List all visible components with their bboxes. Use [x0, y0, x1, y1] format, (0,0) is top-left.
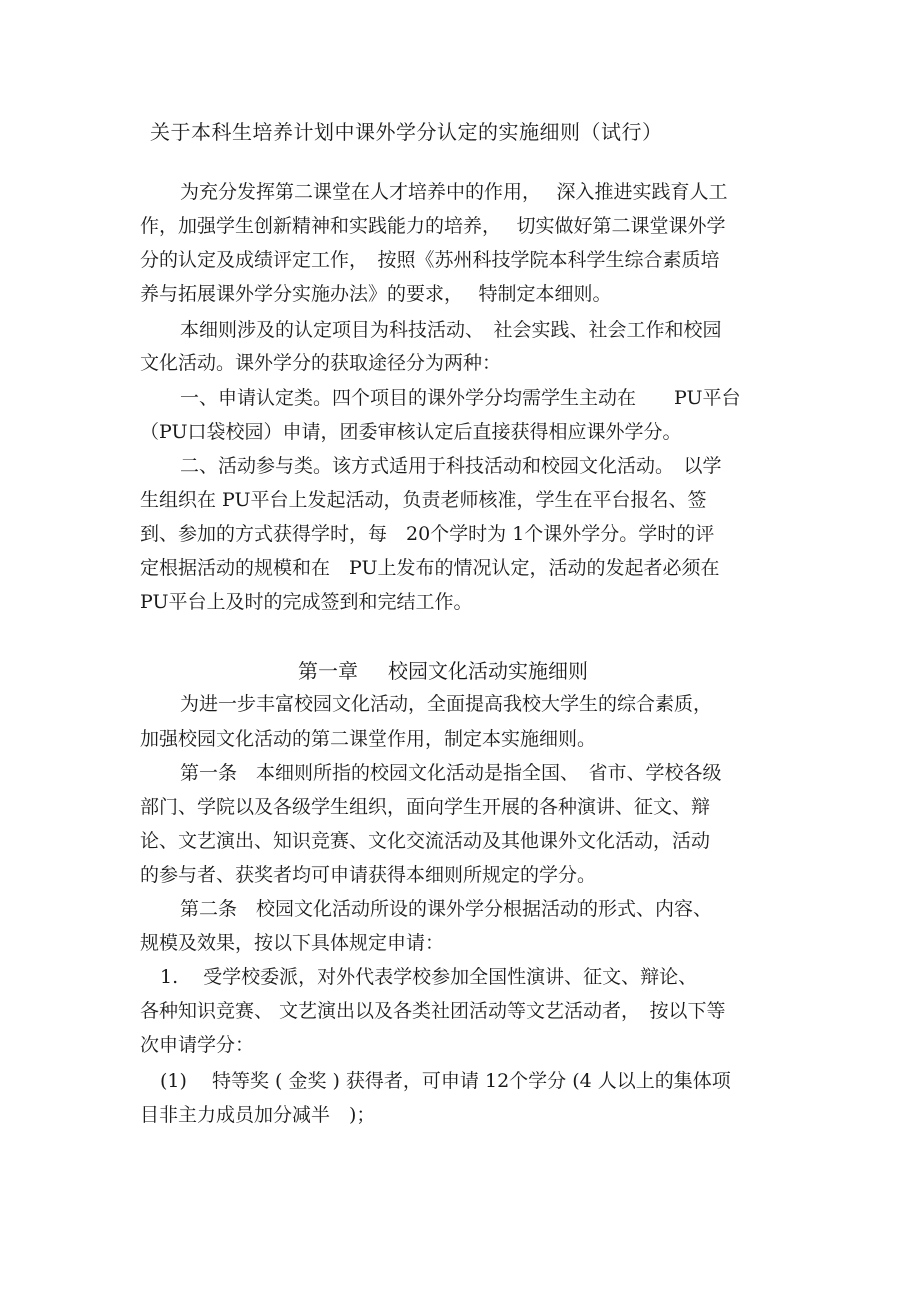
paragraph-line: 养与拓展课外学分实施办法》的要求， 特制定本细则。 [140, 283, 612, 305]
paragraph-line: 为进一步丰富校园文化活动，全面提高我校大学生的综合素质， [180, 693, 713, 715]
paragraph-line: （PU口袋校园）申请，团委审核认定后直接获得相应课外学分。 [140, 421, 682, 443]
paragraph-line: 1. 受学校委派，对外代表学校参加全国性演讲、征文、辩论、 [160, 966, 698, 988]
paragraph-line: 一、申请认定类。四个项目的课外学分均需学生主动在 PU平台 [180, 387, 741, 409]
paragraph-line: 文化活动。课外学分的获取途径分为两种： [140, 352, 502, 374]
paragraph-line: 作，加强学生创新精神和实践能力的培养， 切实做好第二课堂课外学 [140, 215, 726, 237]
paragraph-line: (1) 特等奖 ( 金奖 ) 获得者，可申请 12个学分 (4 人以上的集体项 [160, 1070, 731, 1092]
paragraph-line: 论、文艺演出、知识竞赛、文化交流活动及其他课外文化活动，活动 [140, 830, 711, 852]
paragraph-line: 的参与者、获奖者均可申请获得本细则所规定的学分。 [140, 864, 597, 886]
paragraph-line: 部门、学院以及各级学生组织，面向学生开展的各种演讲、征文、辩 [140, 796, 711, 818]
paragraph-line: 为充分发挥第二课堂在人才培养中的作用， 深入推进实践育人工 [180, 181, 728, 203]
paragraph-line: 次申请学分： [140, 1034, 255, 1056]
paragraph-line: 第二条 校园文化活动所设的课外学分根据活动的形式、内容、 [180, 898, 713, 920]
paragraph-line: 规模及效果，按以下具体规定申请： [140, 932, 445, 954]
chapter-name: 校园文化活动实施细则 [388, 659, 588, 683]
paragraph-line: 分的认定及成绩评定工作， 按照《苏州科技学院本科学生综合素质培 [140, 249, 720, 271]
paragraph-line: 定根据活动的规模和在 PU上发布的情况认定，活动的发起者必须在 [140, 557, 720, 579]
paragraph-line: 各种知识竞赛、 文艺演出以及各类社团活动等文艺活动者， 按以下等 [140, 1000, 726, 1022]
paragraph-line: 加强校园文化活动的第二课堂作用，制定本实施细则。 [140, 728, 597, 750]
paragraph-line: 第一条 本细则所指的校园文化活动是指全国、 省市、学校各级 [180, 762, 722, 784]
paragraph-line: 本细则涉及的认定项目为科技活动、 社会实践、社会工作和校园 [180, 319, 722, 341]
chapter-number: 第一章 [298, 659, 358, 683]
paragraph-line: PU平台上及时的完成签到和完结工作。 [140, 591, 473, 613]
paragraph-line: 目非主力成员加分减半 )； [140, 1104, 376, 1126]
paragraph-line: 二、活动参与类。该方式适用于科技活动和校园文化活动。 以学 [180, 455, 722, 477]
chapter-heading [298, 655, 588, 684]
paragraph-line: 到、参加的方式获得学时，每 20个学时为 1个课外学分。学时的评 [140, 523, 715, 545]
paragraph-line: 生组织在 PU平台上发起活动，负责老师核准，学生在平台报名、签 [140, 489, 707, 511]
document-title: 关于本科生培养计划中课外学分认定的实施细则（试行） [150, 120, 663, 144]
